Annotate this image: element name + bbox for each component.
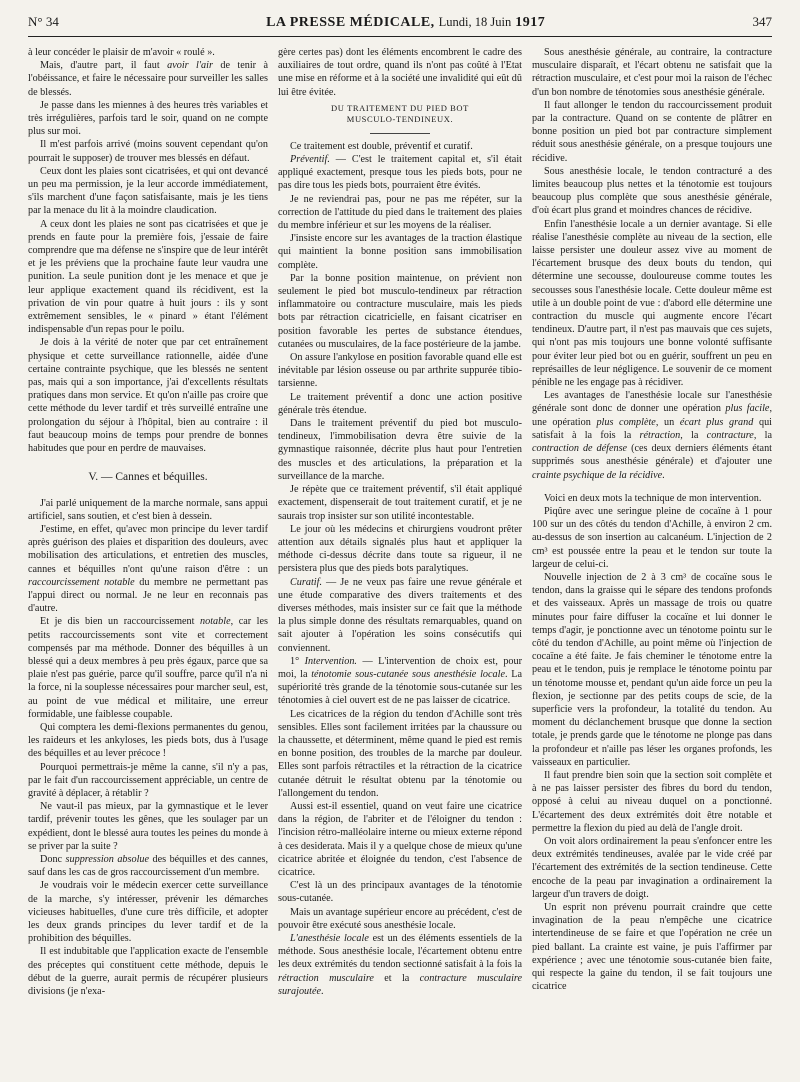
paragraph: J'estime, en effet, qu'avec mon principe du lever tardif après guérison des plaies et disparition des douleurs, avec mobilisation des articulations, et entretien des muscles, cannes et béquilles n'ont qu'une raison d'être : un raccourcissement notable du membre ne permettant pas l'appui direct ou normal. Je ne leur en reconnais pas d'autre. <box>28 523 268 615</box>
paragraph: J'insiste encore sur les avantages de la traction élastique qui maintient la bonne position sans immobilisation complète. <box>278 233 522 271</box>
paragraph: Piqûre avec une seringue pleine de cocaïne à 1 pour 100 sur un des côtés du tendon d'Achille, à environ 2 cm. au-dessus de son insertion au calcanéum. L'injection de 2 cm³ est poussée entre la peau et le tendon sur toute la largeur de celui-ci. <box>532 505 772 570</box>
column-2 <box>278 46 522 1074</box>
paragraph: 1° Intervention. — L'intervention de choix est, pour moi, la ténotomie sous-cutanée sous anesthésie locale. La supériorité très grande de la ténotomie sous-cutanée sur les ténotomies à ciel ouvert est de ne pas laisser de cicatrice. <box>278 655 522 707</box>
paragraph: On voit alors ordinairement la peau s'enfoncer entre les deux extrémités tendineuses, avalée par le vide créé par l'écartement des extrémités de la section tendineuse. Cette encoche de la peau par invagination a ordinairement la largeur d'un travers de doigt. <box>532 835 772 900</box>
paragraph: A ceux dont les plaies ne sont pas cicatrisées et que je prends en faute pour la première fois, j'essaie de faire comprendre que ma défense ne s'inspire que de leur intérêt et je les préviens que la prochaine faute leur vaudra une punition. La seule punition dont je les menace et que je leur applique exactement quand ils récidivent, est la privation de vin pour quatre à huit jours : ils y sont extrêmement sensibles, le « pinard » étant l'élément indispensable d'un repas pour le poilu. <box>28 218 268 336</box>
paragraph: Un esprit non prévenu pourrait craindre que cette invagination de la peau n'empêche une cicatrice intertendineuse de se faire et que l'opération ne crée un pied ballant. La crainte est vaine, je puis l'affirmer par expérience ; avec une ténotomie sous-cutanée bien faite, qui respecte la gaine du tendon, il se fait toujours une cicatrice <box>532 902 772 993</box>
paragraph: Sous anesthésie générale, au contraire, la contracture musculaire disparaît, et l'écart obtenu ne satisfait que la rétraction musculaire, et c'est pour moi la raison de l'échec d'un bon nombre de ténotomies sous anesthésie générale. <box>532 47 772 98</box>
section-heading: V. — Cannes et béquilles. <box>88 471 208 484</box>
paragraph: Le traitement préventif a donc une action positive générale très étendue. <box>278 391 522 416</box>
issue-number: N° 34 <box>28 14 59 29</box>
paragraph: Les avantages de l'anesthésie locale sur l'anesthésie générale sont donc de donner une opération plus facile, une opération plus complète, un écart plus grand qui satisfait à la fois la rétraction, la contracture, la contraction de défense (ces deux derniers éléments étant supprimés sous anesthésie générale) et d'ajouter une crainte psychique de la récidive. <box>532 390 772 481</box>
paragraph: Nouvelle injection de 2 à 3 cm³ de cocaïne sous le tendon, dans la graisse qui le sépare des tendons profonds et des vaisseaux. Après un massage de trois ou quatre minutes pour faire diffuser la cocaïne et lui donner le temps d'agir, je ponctionne avec un ténotome pointu sur le côté du tendon d'Achille, au point même où l'injection de cocaïne a été faite. Je fais cheminer le ténotome entre la peau et le tendon, puis je remplace le ténotome pointu par un ténotome mousse et, pendant qu'un aide force un peu la flexion, je sectionne par des petits coups de scie, de la superficie vers la profondeur, la totalité du tendon. Au moment du déclanchement brusque que donne la section totale, je prends garde que le ténotome ne plonge pas dans la profondeur et n'aille pas léser les organes profonds, les vaisseaux en particulier. <box>532 571 772 768</box>
subsection-title: DU TRAITEMENT DU PIED BOT MUSCULO-TENDINEUX. <box>331 102 469 124</box>
page-header <box>28 14 772 37</box>
paragraph: Curatif. — Je ne veux pas faire une revue générale et une étude comparative des divers traitements et des diverses méthodes, mais insister sur ce fait que la méthode la plus simple donne des résultats remarquables, quand on sait ajouter à l'opération les soins consécutifs qui conviennent. <box>278 576 522 654</box>
paragraph: Il est indubitable que l'application exacte de l'ensemble des préceptes qui constituent cette méthode, depuis le début de la guerre, aurait permis de récupérer plusieurs divisions (je n'exa- <box>28 946 268 998</box>
page-number: 347 <box>752 14 772 29</box>
paragraph: Le jour où les médecins et chirurgiens voudront prêter attention aux détails signalés plus haut et appliquer la méthode ci-dessus décrite dans toute sa rigueur, il ne persistera plus que des pieds bots paralytiques. <box>278 523 522 575</box>
paragraph: Je passe dans les miennes à des heures très variables et très irrégulières, parfois tard le soir, quand on ne compte plus sur moi. <box>28 99 268 138</box>
paragraph: Pourquoi permettrais-je même la canne, s'il n'y a pas, par le fait d'un raccourcissement appréciable, un centre de gravité à déplacer, à rétablir ? <box>28 761 268 799</box>
paragraph: gère certes pas) dont les éléments encombrent le cadre des auxiliaires de tout ordre, quand ils n'ont pas coûté à l'Etat une mise en réforme et à la société une invalidité qui eût dû lui être évitée. <box>278 47 522 98</box>
paragraph: Ce traitement est double, préventif et curatif. <box>290 140 473 152</box>
paragraph: Préventif. — C'est le traitement capital et, s'il était appliqué exactement, presque tous les pieds bots, pour ne pas dire tous les pieds bots, pourraient être évités. <box>278 154 522 192</box>
paragraph: L'anesthésie locale est un des éléments essentiels de la méthode. Sous anesthésie locale, l'écartement obtenu entre les deux extrémités du tendon sectionné satisfait à la fois la rétraction musculaire et la contracture musculaire surajoutée. <box>278 933 522 997</box>
paragraph: à leur concéder le plaisir de m'avoir « roulé ». <box>28 47 215 58</box>
journal-title: LA PRESSE MÉDICALE, <box>266 15 435 30</box>
paragraph: Et je dis bien un raccourcissement notable, car les petits raccourcissements sont vite et correctement compensés par ma méthode. Donner des béquilles à un blessé qui a deux membres à peu près égaux, parce que sa plaie n'est pas guérie, parce qu'il souffre, parce qu'il n'a ni la force, ni la souplesse nécessaires pour marcher seul, est, au point de vue médical et militaire, une erreur formidable, une faiblesse coupable. <box>28 616 268 720</box>
paragraph: Voici en deux mots la technique de mon intervention. <box>544 492 762 504</box>
paragraph: Les cicatrices de la région du tendon d'Achille sont très sensibles. Elles sont facilement irritées par la chaussure ou la chaussette, et déterminent, même quand le pied est remis en bonne position, des troubles de la marche par douleur. Elles sont parfois rétractiles et la rétraction de la cicatrice cutanée détruit le résultat obtenu par la ténotomie ou l'allongement du tendon. <box>278 708 522 799</box>
paragraph: Ne vaut-il pas mieux, par la gymnastique et le lever tardif, prévenir toutes les gênes, que les soulager par un expédient, dont le blessé aura toutes les peines du monde à se priver par la suite ? <box>28 801 268 852</box>
issue-year: 1917 <box>515 15 546 30</box>
paragraph: Il faut allonger le tendon du raccourcissement produit par la contracture. Quand on se contente de plâtrer en bonne position un pied bot par contracture simplement réduit sous anesthésie générale, on a presque toujours une récidive. <box>532 99 772 164</box>
issue-date: Lundi, 18 Juin <box>438 15 512 29</box>
paragraph: Je dois à la vérité de noter que par cet entraînement physique et cette surveillance rationnelle, aidée d'une certaine contrainte psychique, que les blessés ne sentent pas, mais qui a son importance, j'ai d'excellents résultats pratiques dans mon service. Et qu'on n'aille pas croire que cette méthode du lever tardif et très surveillé entraîne une prolongation du séjour à l'hôpital, bien au contraire : il faut beaucoup moins de temps pour prendre de bonnes habitudes que pour en perdre de mauvaises. <box>28 337 268 455</box>
paragraph: Je ne reviendrai pas, pour ne pas me répéter, sur la correction de l'attitude du pied dans le traitement des plaies du membre inférieur et sur les moyens de la réaliser. <box>278 193 522 232</box>
title-rule <box>370 133 430 134</box>
paragraph: Sous anesthésie locale, le tendon contracturé a des limites beaucoup plus nettes et la ténotomie est toujours beaucoup plus complète que sous anesthésie générale, d'où écart plus grand et moindres chances de récidive. <box>532 165 772 217</box>
paragraph: Il faut prendre bien soin que la section soit complète et à ne pas laisser persister des fibres du bord du tendon, opposé à celui au niveau duquel on a ponctionné. L'écartement des deux extrémités doit être notable et permettre la flexion du pied au delà de l'angle droit. <box>532 769 772 834</box>
column-1 <box>28 46 268 1074</box>
paragraph: Aussi est-il essentiel, quand on veut faire une cicatrice dans la région, de l'abriter et de l'éloigner du tendon : l'incision rétro-malléolaire interne ou mieux externe répond à ces desiderata. Mais il y a quelque chose de mieux qu'une cicatrice abritée et éloignée du tendon, c'est l'absence de cicatrice. <box>278 800 522 878</box>
paragraph: Par la bonne position maintenue, on prévient non seulement le pied bot musculo-tendineux par rétraction inflammatoire ou contracture musculaire, mais les pieds bots par rétraction cicatricielle, en faisant cicatriser en position favorable les pertes de substance étendues, cutanées ou musculaires, de la face postérieure de la jambe. <box>278 272 522 350</box>
paragraph: J'ai parlé uniquement de la marche normale, sans appui artificiel, sans soutien, et c'est bien à dessein. <box>28 497 268 522</box>
paragraph: Il m'est parfois arrivé (moins souvent cependant qu'on pourrait le supposer) de trouver mes blessés en défaut. <box>28 139 268 164</box>
article-body <box>28 46 772 1074</box>
paragraph: Je répète que ce traitement préventif, s'il était appliqué exactement, dispenserait de tout traitement curatif, et je ne saurais trop insister sur son utilité incontestable. <box>278 484 522 522</box>
paragraph: Mais, d'autre part, il faut avoir l'air de tenir à l'obéissance, et faire le nécessaire pour surveiller les salles de blessés. <box>28 60 268 98</box>
paragraph: Ceux dont les plaies sont cicatrisées, et qui ont devancé un peu ma permission, je la leur accorde immédiatement, s'ils marchent d'une façon satisfaisante, mais je les tiens par la menace du lit à la moindre claudication. <box>28 165 268 217</box>
paragraph: Qui comptera les demi-flexions permanentes du genou, les raideurs et les ankyloses, les pieds bots, dus à l'usage des béquilles et au lever précoce ! <box>28 721 268 760</box>
paragraph: Je voudrais voir le médecin exercer cette surveillance de la marche, s'y intéresser, prévenir les démarches vicieuses habituelles, d'une cure très difficile, et adopter les deux grands principes du lever tardif et de la prohibition des béquilles. <box>28 880 268 945</box>
paragraph: On assure l'ankylose en position favorable quand elle est inévitable par lésion osseuse ou par arthrite suppurée tibio-tarsienne. <box>278 352 522 390</box>
paragraph: Mais un avantage supérieur encore au précédent, c'est de pouvoir être exécuté sous anesthésie locale. <box>278 906 522 931</box>
column-3 <box>532 46 772 1074</box>
paragraph: C'est là un des principaux avantages de la ténotomie sous-cutanée. <box>278 880 522 905</box>
journal-masthead <box>266 15 545 31</box>
paragraph: Enfin l'anesthésie locale a un dernier avantage. Si elle réalise l'anesthésie complète au niveau de la section, elle laisse persister une douleur assez vive au moment de l'écartement brusque des deux bouts du tendon, qui détermine une secousse, douloureuse comme toutes les secousses sous l'anesthésie locale. Cette douleur même est utile à un double point de vue : d'abord elle détermine une contraction du muscle qui augmente encore l'écart tendineux. D'autre part, il n'est pas mauvais que ces sujets, qui n'ont pas mis toujours une bonne volonté suffisante pour éviter leur pied bot ou en guérir, souffrent un peu en représailles de leur négligence. Le souvenir de ce moment pénible ne les engage pas à récidiver. <box>532 218 772 389</box>
paragraph: Donc suppression absolue des béquilles et des cannes, sauf dans les cas de gros raccourcissement d'un membre. <box>28 853 268 879</box>
paragraph: Dans le traitement préventif du pied bot musculo-tendineux, l'immobilisation devra être suivie de la gymnastique raisonnée, décrite plus haut pour l'entretien des muscles et des articulations, la préparation et la surveillance de la marche. <box>278 418 522 482</box>
